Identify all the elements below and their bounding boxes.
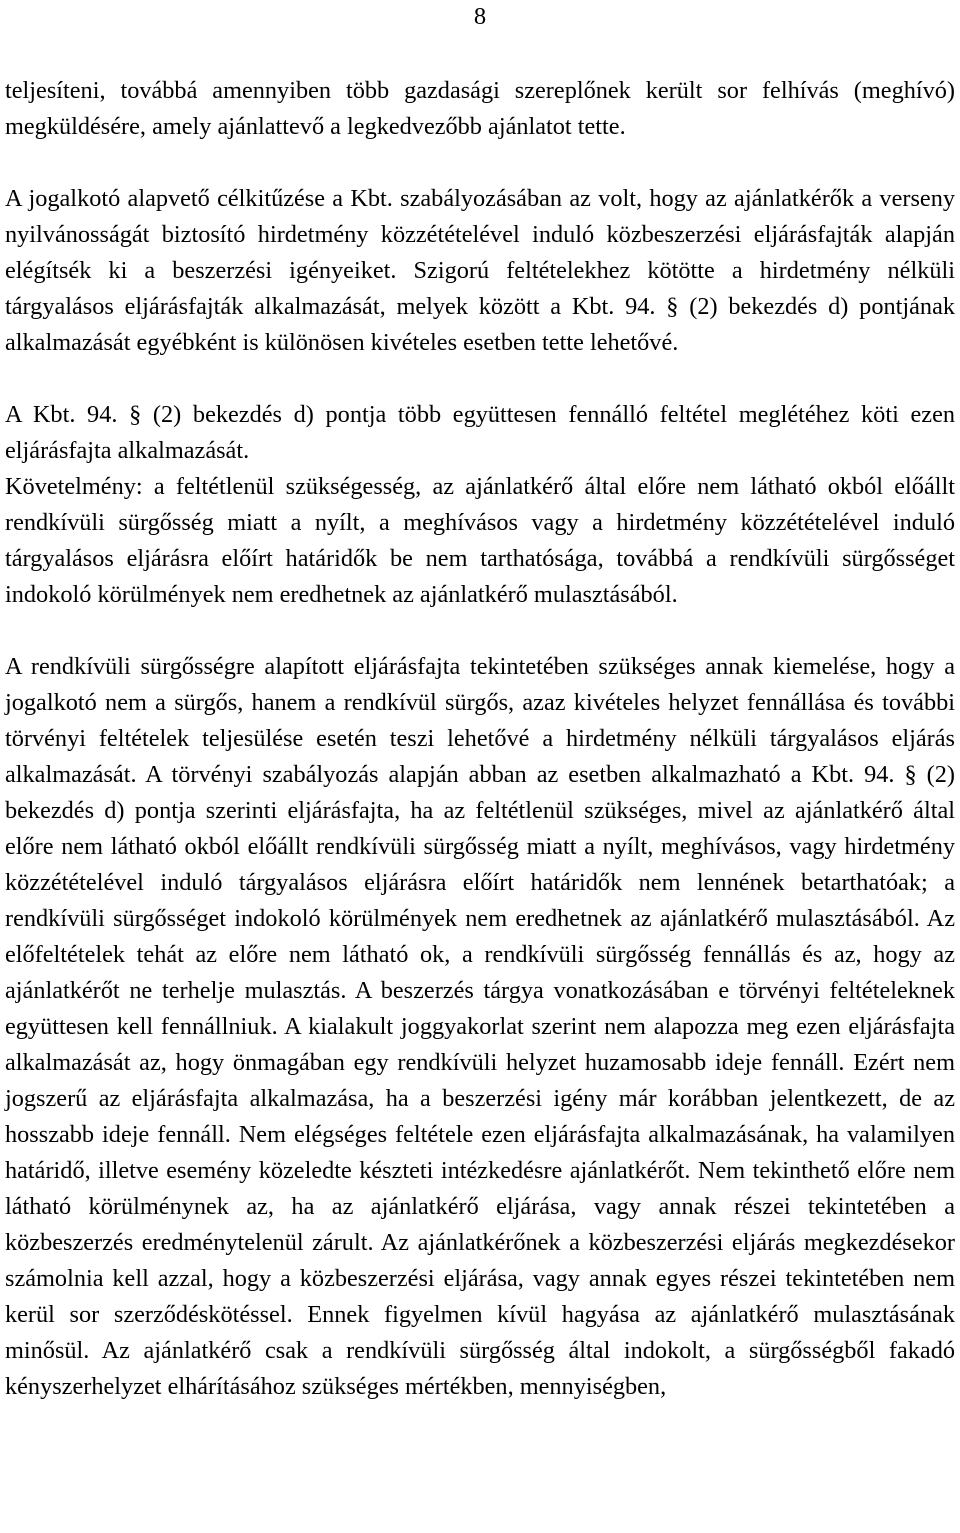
paragraph-urgency-analysis: A rendkívüli sürgősségre alapított eljárásfajta tekintetében szükséges annak kiemelése, hogy a jogalkotó nem a sürgős, hanem a rendkívül sürgős, azaz kivételes helyzet fennállása és további törvényi feltételek teljesülése esetén teszi lehetővé a hirdetmény nélküli tárgyalásos eljárás alkalmazását. A törvényi szabályozás alapján abban az esetben alkalmazható a Kbt. 94. § (2) bekezdés d) pontja szerinti eljárásfajta, ha az feltétlenül szükséges, mivel az ajánlatkérő által előre nem látható okból előállt rendkívüli sürgősség miatt a nyílt, meghívásos, vagy hirdetmény közzétételével induló tárgyalásos eljárásra előírt határidők nem lennének betarthatóak; a rendkívüli sürgősséget indokoló körülmények nem eredhetnek az ajánlatkérő mulasztásából. Az előfeltételek tehát az előre nem látható ok, a rendkívüli sürgősség fennállás és az, hogy az ajánlatkérőt ne terhelje mulasztás. A beszerzés tárgya vonatkozásában e törvényi feltételeknek együttesen kell fennállniuk. A kialakult joggyakorlat szerint nem alapozza meg ezen eljárásfajta alkalmazását az, hogy önmagában egy rendkívüli helyzet huzamosabb ideje fennáll. Ezért nem jogszerű az eljárásfajta alkalmazása, ha a beszerzési igény már korábban jelentkezett, de az hosszabb ideje fennáll. Nem elégséges feltétele ezen eljárásfajta alkalmazásának, ha valamilyen határidő, illetve esemény közeledte készteti intézkedésre ajánlatkérőt. Nem tekinthető előre nem látható körülménynek az, ha az ajánlatkérő eljárása, vagy annak részei tekintetében a közbeszerzés eredménytelenül zárult. Az ajánlatkérőnek a közbeszerzési eljárás megkezdésekor számolnia kell azzal, hogy a közbeszerzési eljárása, vagy annak egyes részei tekintetében nem kerül sor szerződéskötéssel. Ennek figyelmen kívül hagyása az ajánlatkérő mulasztásának minősül. Az ajánlatkérő csak a rendkívüli sürgősség által indokolt, a sürgősségből fakadó kényszerhelyzet elhárításához szükséges mértékben, mennyiségben, xyxy=(5,653,955,1400)
paragraph-legislative-aim: A jogalkotó alapvető célkitűzése a Kbt. szabályozásában az volt, hogy az ajánlatkérők a verseny nyilvánosságát biztosító hirdetmény közzétételével induló közbeszerzési eljárásfajták alapján elégítsék ki a beszerzési igényeiket. Szigorú feltételekhez kötötte a hirdetmény nélküli tárgyalásos eljárásfajták alkalmazását, melyek között a Kbt. 94. § (2) bekezdés d) pontjának alkalmazását egyébként is különösen kivételes esetben tette lehetővé. xyxy=(5,185,955,356)
paragraph-requirement: Követelmény: a feltétlenül szükségesség, az ajánlatkérő által előre nem látható okból előállt rendkívüli sürgősség miatt a nyílt, a meghívásos vagy a hirdetmény közzétételével induló tárgyalásos eljárásra előírt határidők be nem tarthatósága, továbbá a rendkívüli sürgősséget indokoló körülmények nem eredhetnek az ajánlatkérő mulasztásából. xyxy=(5,473,955,608)
page-number: 8 xyxy=(473,3,487,30)
paragraph-continuation: teljesíteni, továbbá amennyiben több gazdasági szereplőnek került sor felhívás (meghívó) megküldésére, amely ajánlattevő a legkedvezőbb ajánlatot tette. xyxy=(5,77,955,140)
paragraph-conditions-intro: A Kbt. 94. § (2) bekezdés d) pontja több együttesen fennálló feltétel meglétéhez köti ezen eljárásfajta alkalmazását. xyxy=(5,401,955,464)
document-body xyxy=(5,73,955,1405)
